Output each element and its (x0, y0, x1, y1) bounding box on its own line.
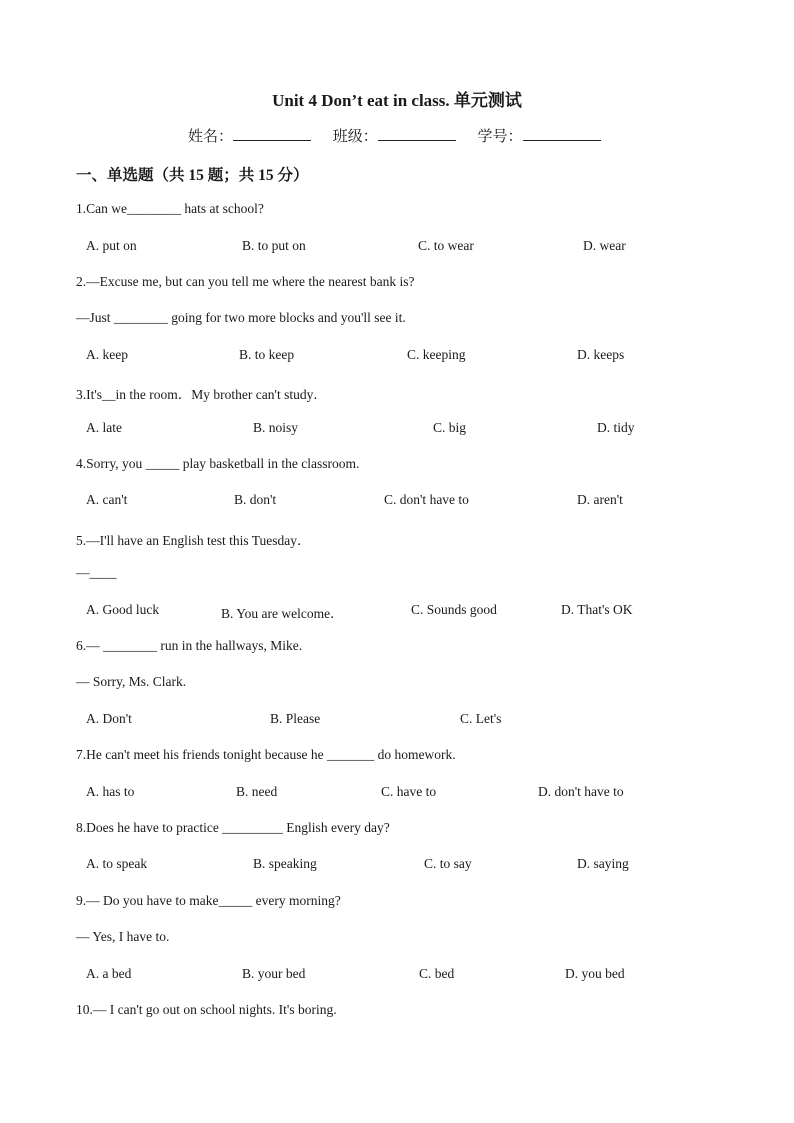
question-2: 2.—Excuse me, but can you tell me where the nearest bank is? (76, 274, 415, 289)
q4-option-b: B. don't (234, 492, 277, 507)
q8-option-c: C. to say (424, 856, 472, 871)
q7-option-a: A. has to (86, 784, 135, 799)
q7-option-b: B. need (236, 784, 278, 799)
q6-option-c: C. Let's (460, 711, 502, 726)
question-8: 8.Does he have to practice _________ English every day? (76, 820, 390, 835)
q1-option-b: B. to put on (242, 238, 306, 253)
q3-option-a: A. late (86, 420, 122, 435)
question-7: 7.He can't meet his friends tonight because he _______ do homework. (76, 747, 456, 762)
q1-option-c: C. to wear (418, 238, 474, 253)
q2-option-d: D. keeps (577, 347, 625, 362)
q5-option-a: A. Good luck (86, 602, 160, 617)
q8-option-d: D. saying (577, 856, 629, 871)
q7-option-c: C. have to (381, 784, 437, 799)
q2-option-c: C. keeping (407, 347, 466, 362)
q8-option-b: B. speaking (253, 856, 317, 871)
q4-option-a: A. can't (86, 492, 128, 507)
id-label: 学号： (477, 129, 523, 145)
question-9-reply: — Yes, I have to. (76, 929, 170, 944)
q9-option-c: C. bed (419, 966, 455, 981)
id-blank[interactable] (523, 126, 601, 141)
q9-option-d: D. you bed (565, 966, 625, 981)
class-label: 班级： (332, 129, 378, 145)
q1-option-d: D. wear (583, 238, 626, 253)
student-info (188, 125, 619, 146)
question-6-reply: — Sorry, Ms. Clark. (76, 674, 187, 689)
q1-option-a: A. put on (86, 238, 137, 253)
name-label: 姓名： (188, 129, 234, 145)
q7-option-d: D. don't have to (538, 784, 624, 799)
q3-option-c: C. big (433, 420, 467, 435)
q5-option-d: D. That's OK (561, 602, 633, 617)
q4-option-d: D. aren't (577, 492, 623, 507)
q2-option-a: A. keep (86, 347, 128, 362)
question-4: 4.Sorry, you _____ play basketball in the classroom. (76, 456, 360, 471)
section-heading: 一、单选题（共 15 题；共 15 分） (76, 167, 309, 184)
question-10: 10.— I can't go out on school nights. It's boring. (76, 1002, 337, 1017)
question-6: 6.— ________ run in the hallways, Mike. (76, 638, 303, 653)
question-5-reply: —____ (76, 565, 117, 580)
q9-option-b: B. your bed (242, 966, 306, 981)
q8-option-a: A. to speak (86, 856, 148, 871)
q9-option-a: A. a bed (86, 966, 132, 981)
question-5: 5.—I'll have an English test this Tuesday． (76, 533, 311, 548)
q4-option-c: C. don't have to (384, 492, 469, 507)
page-title: Unit 4 Don’t eat in class. 单元测试 (272, 91, 522, 110)
question-3: 3.It's__in the room．My brother can't study． (76, 387, 327, 402)
q5-option-c: C. Sounds good (411, 602, 497, 617)
class-blank[interactable] (378, 126, 456, 141)
q6-option-b: B. Please (270, 711, 321, 726)
question-1: 1.Can we________ hats at school? (76, 201, 264, 216)
q3-option-b: B. noisy (253, 420, 299, 435)
q3-option-d: D. tidy (597, 420, 635, 435)
question-9: 9.— Do you have to make_____ every morning? (76, 893, 341, 908)
question-2-reply: —Just ________ going for two more blocks and you'll see it. (76, 310, 406, 325)
name-blank[interactable] (233, 126, 311, 141)
q5-option-b: B. You are welcome． (221, 606, 344, 621)
q2-option-b: B. to keep (239, 347, 295, 362)
q6-option-a: A. Don't (86, 711, 132, 726)
